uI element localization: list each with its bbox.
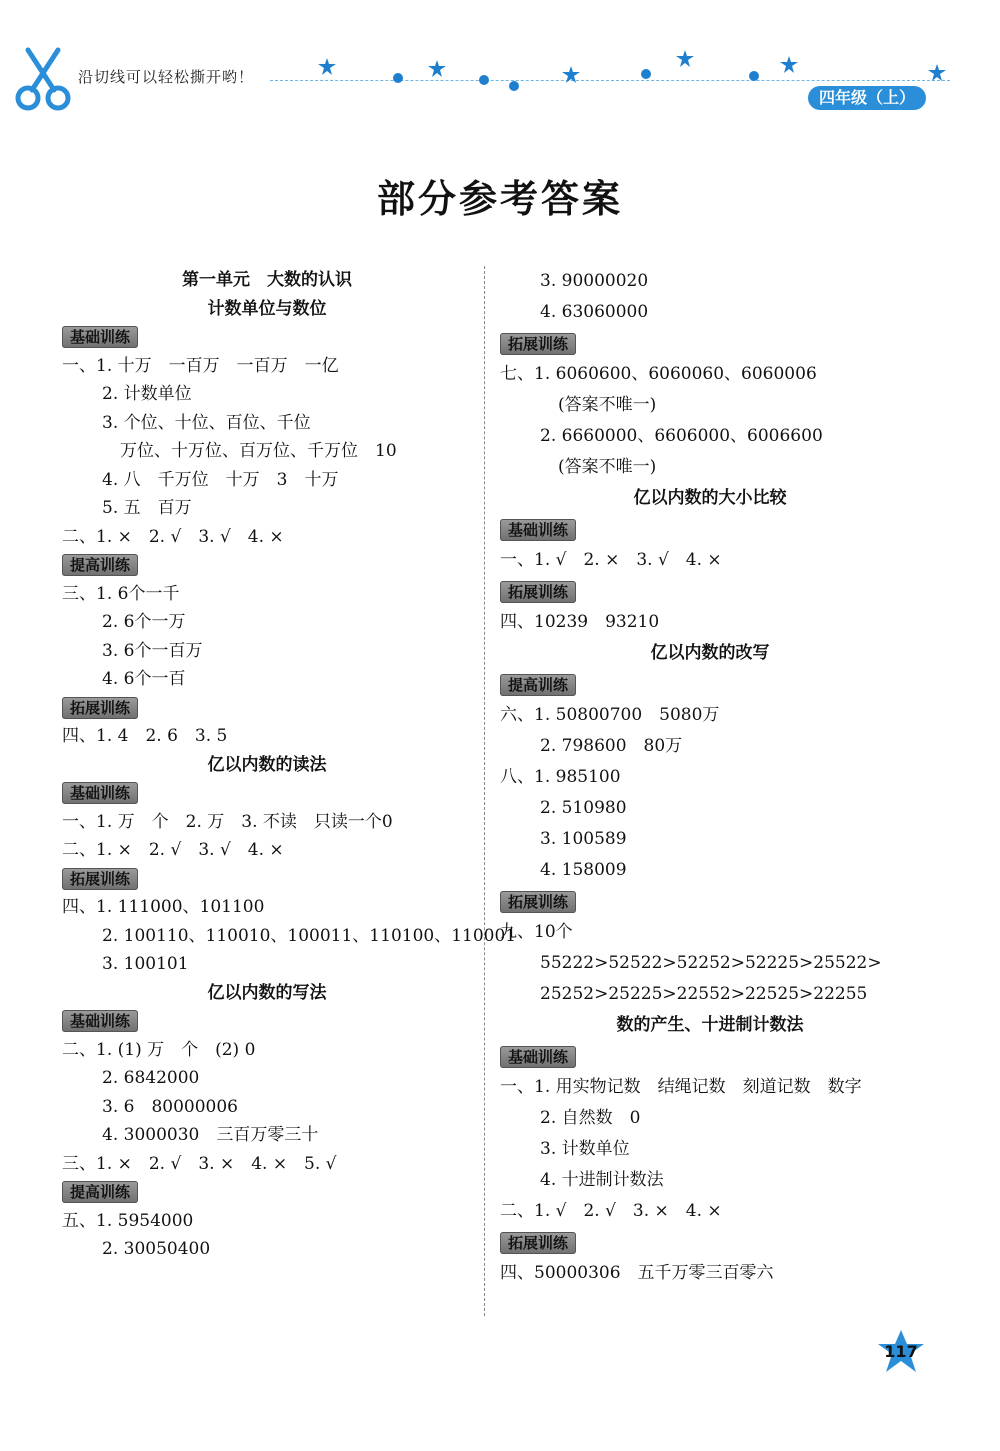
star-icon [562, 66, 580, 84]
section-badge-row [500, 669, 920, 700]
dot-icon [508, 80, 520, 92]
answer-line: 三、1. 6个一千 [62, 583, 180, 604]
answer-line: 一、1. √ 2. × 3. √ 4. × [500, 550, 722, 570]
answer-line: 3. 90000020 [540, 271, 649, 291]
header-bar [0, 0, 1000, 130]
right-column [500, 266, 920, 1289]
section-heading: 亿以内数的大小比较 [633, 488, 787, 508]
section-badge-row [62, 779, 472, 808]
star-icon [428, 60, 446, 78]
section-heading: 数的产生、十进制计数法 [616, 1015, 804, 1035]
page-number-text: 117 [884, 1342, 918, 1361]
left-column [62, 266, 517, 1264]
cut-line [270, 80, 950, 81]
answer-line: 七、1. 6060600、6060060、6060006 [500, 364, 817, 384]
section-badge-row [500, 886, 920, 917]
answer-line: 2. 6660000、6606000、6006600 [540, 426, 823, 446]
answer-line: 二、1. (1) 万 个 (2) 0 [62, 1039, 256, 1060]
section-heading: 计数单位与数位 [207, 298, 327, 319]
answer-line: 2. 计数单位 [102, 384, 192, 404]
section-badge-row [500, 576, 920, 607]
answer-line: 4. 6个一百 [102, 669, 186, 689]
section-badge-row [62, 694, 472, 723]
section-badge-row [500, 1041, 920, 1072]
answer-line: 2. 30050400 [102, 1239, 211, 1259]
section-badge: 基础训练 [500, 1046, 576, 1068]
section-badge: 提高训练 [62, 554, 138, 576]
section-heading: 亿以内数的改写 [650, 643, 770, 663]
section-badge-row [500, 1227, 920, 1258]
star-icon [676, 50, 694, 68]
section-heading: 第一单元 大数的认识 [182, 270, 352, 290]
section-badge: 拓展训练 [500, 891, 576, 913]
answer-line: 3. 6 80000006 [102, 1096, 238, 1117]
dot-icon [478, 74, 490, 86]
answer-line: 55222>52522>52252>52225>25522> [540, 953, 882, 973]
dot-icon [392, 72, 404, 84]
section-badge: 拓展训练 [500, 1232, 576, 1254]
answer-line: 4. 十进制计数法 [540, 1170, 664, 1190]
section-badge: 基础训练 [62, 1010, 138, 1032]
answer-line: 二、1. × 2. √ 3. √ 4. × [62, 840, 284, 860]
answer-line: 3. 6个一百万 [102, 640, 203, 661]
section-badge-row [62, 1178, 472, 1207]
section-badge: 拓展训练 [500, 333, 576, 355]
section-badge: 基础训练 [62, 782, 138, 804]
star-icon [780, 56, 798, 74]
answer-line: 4. 3000030 三百万零三十 [102, 1125, 319, 1145]
answer-line: 四、50000306 五千万零三百零六 [500, 1263, 774, 1283]
answer-line: 万位、十万位、百万位、千万位 10 [120, 441, 397, 461]
answer-line: 2. 798600 80万 [540, 736, 683, 756]
answer-line: 四、1. 4 2. 6 3. 5 [62, 726, 228, 746]
dot-icon [748, 70, 760, 82]
answer-line: 六、1. 50800700 5080万 [500, 705, 720, 725]
dot-icon [640, 68, 652, 80]
scissors-icon [14, 46, 72, 112]
section-badge-row [62, 551, 472, 580]
answer-line: (答案不唯一) [558, 395, 657, 415]
page-number [876, 1330, 926, 1374]
answer-line: 二、1. √ 2. √ 3. × 4. × [500, 1201, 722, 1221]
column-divider [484, 266, 485, 1316]
answer-line: 一、1. 十万 一百万 一百万 一亿 [62, 355, 339, 376]
section-badge: 提高训练 [500, 674, 576, 696]
answer-line: 二、1. × 2. √ 3. √ 4. × [62, 526, 284, 547]
answer-line: 2. 6个一万 [102, 612, 186, 632]
answer-line: (答案不唯一) [558, 457, 657, 477]
answer-line: 一、1. 万 个 2. 万 3. 不读 只读一个0 [62, 811, 393, 832]
section-badge: 拓展训练 [500, 581, 576, 603]
page-title: 部分参考答案 [376, 177, 623, 221]
section-heading: 亿以内数的写法 [207, 982, 327, 1003]
answer-line: 八、1. 985100 [500, 767, 621, 787]
section-badge: 拓展训练 [62, 697, 138, 719]
section-badge-row [500, 328, 920, 359]
answer-line: 2. 100110、110010、100011、110100、110001 [102, 925, 517, 946]
section-badge-row [62, 1007, 472, 1036]
answer-line: 2. 510980 [540, 798, 627, 818]
section-badge: 基础训练 [62, 326, 138, 348]
answer-line: 3. 100589 [540, 829, 627, 849]
answer-line: 九、10个 [500, 922, 573, 942]
section-heading: 亿以内数的读法 [207, 754, 327, 775]
answer-line: 四、1. 111000、101100 [62, 897, 265, 917]
answer-line: 五、1. 5954000 [62, 1210, 194, 1231]
answer-line: 4. 八 千万位 十万 3 十万 [102, 469, 339, 490]
answer-line: 3. 100101 [102, 954, 189, 974]
answer-line: 3. 个位、十位、百位、千位 [102, 412, 311, 433]
section-badge-row [500, 514, 920, 545]
answer-line: 25252>25225>22552>22525>22255 [540, 984, 868, 1004]
section-badge-row [62, 323, 472, 352]
star-icon [928, 64, 946, 82]
answer-line: 2. 自然数 0 [540, 1108, 641, 1128]
grade-label: 四年级（上） [808, 86, 926, 110]
section-badge: 基础训练 [500, 519, 576, 541]
answer-line: 3. 计数单位 [540, 1139, 630, 1159]
answer-line: 三、1. × 2. √ 3. × 4. × 5. √ [62, 1153, 337, 1174]
section-badge-row [62, 865, 472, 894]
star-icon [318, 58, 336, 76]
section-badge: 提高训练 [62, 1181, 138, 1203]
section-badge: 拓展训练 [62, 868, 138, 890]
answer-line: 四、10239 93210 [500, 612, 660, 632]
answer-line: 一、1. 用实物记数 结绳记数 刻道记数 数字 [500, 1077, 862, 1097]
cut-hint: 沿切线可以轻松撕开哟！ [78, 68, 255, 86]
answer-line: 4. 158009 [540, 860, 627, 880]
answer-line: 5. 五 百万 [102, 498, 192, 518]
answer-line: 2. 6842000 [102, 1068, 200, 1088]
answer-line: 4. 63060000 [540, 302, 649, 322]
